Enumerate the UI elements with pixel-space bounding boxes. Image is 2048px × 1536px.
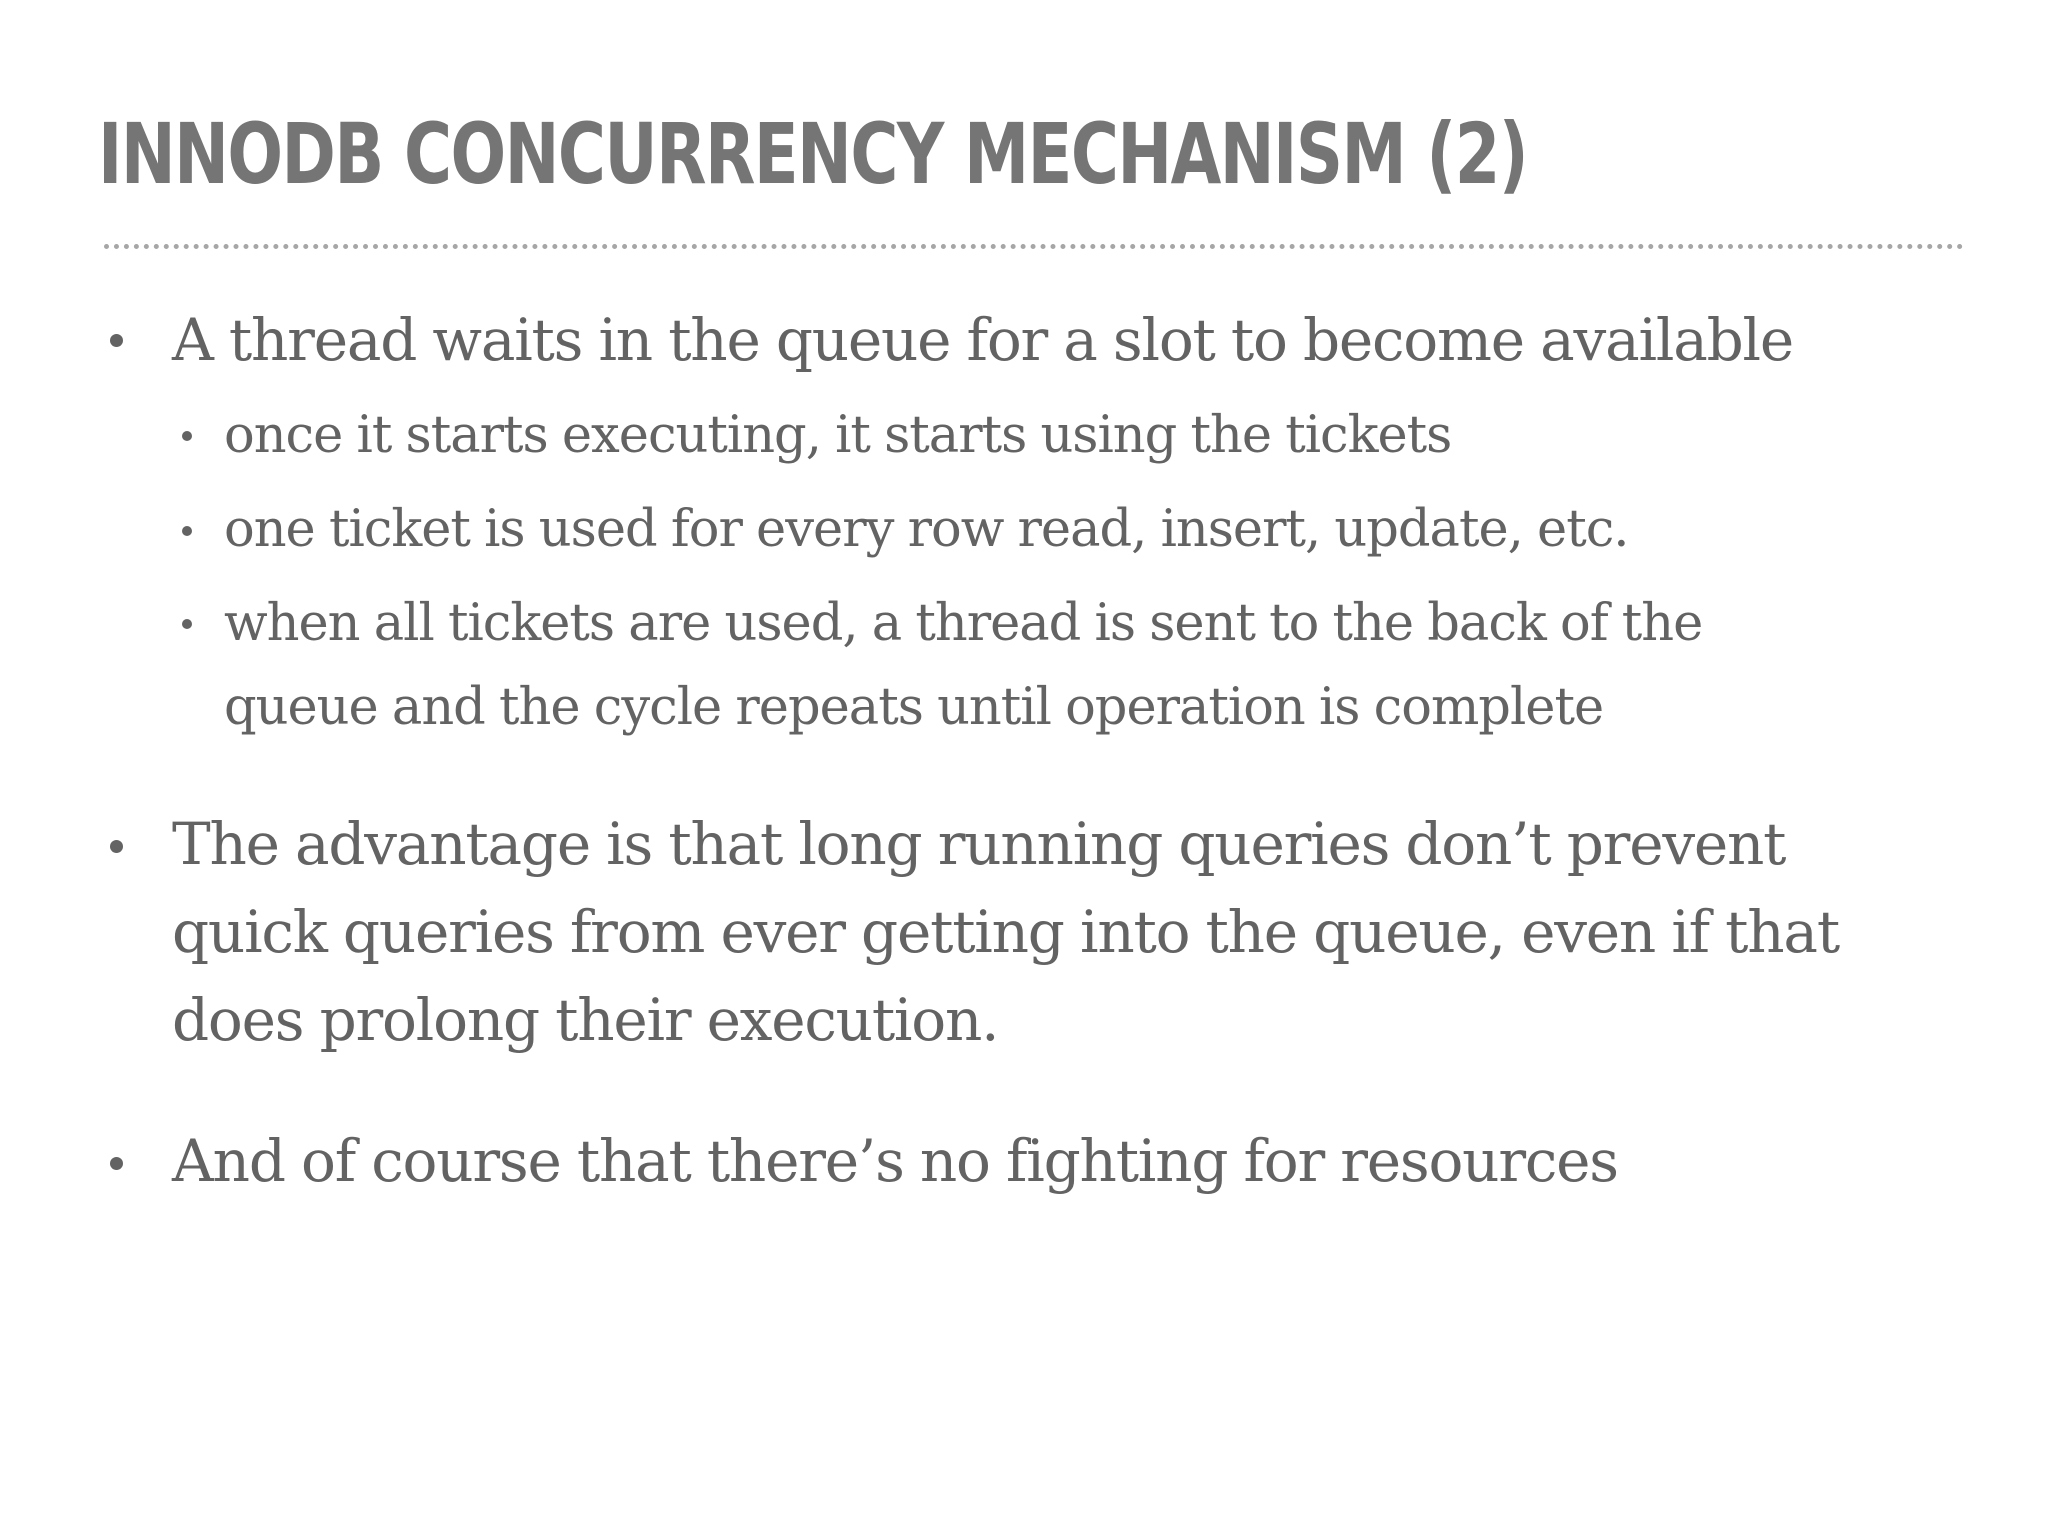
bullet-dot-icon — [110, 334, 123, 347]
bullet-dot-icon — [110, 1157, 123, 1170]
sub-bullet-dot-icon — [182, 526, 192, 536]
bullet-line: A thread waits in the queue for a slot to become available — [172, 306, 1793, 374]
bullet-dot-icon — [110, 840, 123, 853]
bullet-text — [172, 296, 1912, 384]
sub-bullet-dot-icon — [182, 431, 192, 441]
sub-bullet-text — [224, 582, 1924, 750]
bullet-line: quick queries from ever getting into the queue, even if that — [172, 898, 1839, 966]
bullet-line: And of course that there’s no fighting for resources — [172, 1127, 1618, 1195]
slide-title: INNODB CONCURRENCY MECHANISM (2) — [98, 105, 1528, 203]
sub-bullet-line: queue and the cycle repeats until operation is complete — [224, 678, 1604, 737]
sub-bullet-line: one ticket is used for every row read, insert, update, etc. — [224, 500, 1629, 559]
sub-bullet-text — [224, 488, 1924, 572]
sub-bullet-line: when all tickets are used, a thread is sent to the back of the — [224, 594, 1703, 653]
sub-bullet-line: once it starts executing, it starts using the tickets — [224, 406, 1452, 465]
bullet-text — [172, 1117, 1912, 1205]
bullet-text — [172, 800, 1912, 1064]
sub-bullet-text — [224, 394, 1924, 478]
sub-bullet-dot-icon — [182, 619, 192, 629]
bullet-line: does prolong their execution. — [172, 986, 999, 1054]
bullet-line: The advantage is that long running queries don’t prevent — [172, 810, 1786, 878]
title-divider — [104, 244, 1964, 249]
